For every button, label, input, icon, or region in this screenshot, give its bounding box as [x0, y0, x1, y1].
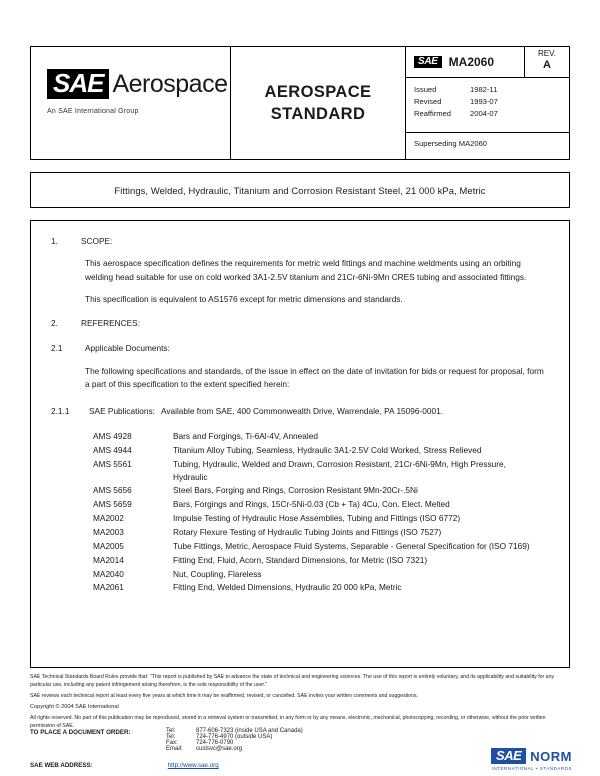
applicable-docs-paragraph — [85, 365, 549, 392]
order-line-email — [166, 746, 303, 752]
document-type — [231, 47, 406, 159]
order-key: Fax: — [166, 740, 178, 746]
publication-code: AMS 5659 — [93, 499, 132, 510]
order-key: Email: — [166, 746, 183, 752]
footer-rights: All rights reserved. No part of this publication may be reproduced, stored in a retrieval system or transmitted, in any form or by any means, electronic, mechanical, photocopying, recording, or otherwise, without the prior written permission of SAE. — [30, 714, 546, 729]
document-type-line1: AEROSPACE — [264, 82, 372, 101]
document-number: MA2060 — [448, 55, 495, 69]
document-body — [30, 220, 570, 668]
order-key: Tel: — [166, 728, 176, 734]
order-value[interactable]: custsvc@sae.org — [196, 746, 243, 752]
section-scope-heading — [51, 235, 549, 248]
revision-cell — [525, 47, 569, 77]
web-address-link[interactable]: http://www.sae.org — [167, 762, 219, 769]
publication-code: MA2040 — [93, 568, 124, 579]
section-references-number: 2. — [51, 317, 58, 328]
publication-code: AMS 4944 — [93, 444, 132, 455]
publication-description: Tube Fittings, Metric, Aerospace Fluid Systems, Separable - General Specification for (ISO 7169) — [173, 540, 530, 551]
table-row — [93, 484, 539, 498]
publication-description: Steel Bars, Forging and Rings, Corrosion Resistant 9Mn-20Cr-.5Ni — [173, 485, 418, 496]
revision-value: A — [543, 59, 551, 71]
publication-code: MA2014 — [93, 554, 124, 565]
publication-description: Impulse Testing of Hydraulic Hose Assemblies, Tubing and Fittings (ISO 6772) — [173, 513, 461, 524]
section-sae-publications-text: Available from SAE, 400 Commonwealth Drive, Warrendale, PA 15096-0001. — [160, 405, 444, 416]
table-row — [93, 554, 539, 568]
date-value-issued: 1982-11 — [470, 85, 498, 94]
sae-norm-mark: SAE — [491, 748, 526, 764]
table-row — [93, 458, 539, 485]
section-applicable-docs-number: 2.1 — [51, 343, 63, 354]
publication-code: AMS 4928 — [93, 430, 132, 441]
table-row — [93, 568, 539, 582]
date-value-revised: 1993-07 — [470, 96, 498, 106]
document-title: Fittings, Welded, Hydraulic, Titanium and Corrosion Resistant Steel, 21 000 kPa, Metric — [114, 184, 486, 196]
date-label-issued: Issued — [414, 85, 437, 94]
date-value-reaffirmed: 2004-07 — [470, 108, 498, 118]
order-label: TO PLACE A DOCUMENT ORDER: — [30, 729, 131, 736]
publication-description: Fitting End, Welded Dimensions, Hydraulic 20 000 kPa, Metric — [173, 582, 402, 593]
order-key: Tel: — [166, 734, 176, 740]
sae-norm-logo — [491, 748, 572, 771]
sae-norm-word: NORM — [530, 748, 572, 764]
publication-code: AMS 5656 — [93, 485, 132, 496]
order-value: 724-776-4970 (outside USA) — [196, 734, 273, 740]
section-sae-publications-heading — [51, 405, 549, 418]
section-sae-publications-number: 2.1.1 — [51, 405, 70, 416]
table-row — [93, 498, 539, 512]
publication-code: MA2061 — [93, 582, 124, 593]
table-row — [93, 540, 539, 554]
logo-subtitle: An SAE International Group — [47, 108, 139, 116]
publication-code: MA2002 — [93, 513, 124, 524]
publication-code: MA2003 — [93, 526, 124, 537]
web-address-row — [30, 762, 390, 769]
date-row-reaffirmed — [414, 108, 561, 120]
applicable-docs-paragraph-text: The following specifications and standards, of the issue in effect on the date of invitation for bids or request for proposal, form a part of this specification to the extent specified herein: — [85, 365, 544, 390]
header-right-block — [406, 47, 569, 159]
date-label-revised: Revised — [414, 96, 442, 106]
section-scope-title: SCOPE: — [81, 236, 113, 246]
publication-description: Bars and Forgings, Ti-6Al-4V, Annealed — [173, 430, 318, 441]
document-header — [30, 46, 570, 160]
document-footer — [30, 674, 570, 733]
sae-logo-mark: SAE — [47, 69, 109, 99]
publication-description: Rotary Flexure Testing of Hydraulic Tubing Joints and Fittings (ISO 7527) — [173, 526, 442, 537]
superseding-note: Superseding MA2060 — [414, 139, 488, 148]
scope-paragraph-1-text: This aerospace specification defines the requirements for metric weld fittings and machine weldments using an orbiting welding head suitable for use on cold worked 3A1-2.5V titanium and 21Cr-6Ni-9Mn CRES tubing and associated fittings. — [85, 258, 527, 282]
publications-table — [93, 430, 539, 595]
publication-description: Titanium Alloy Tubing, Seamless, Hydraulic 3A1-2.5V Cold Worked, Stress Relieved — [173, 444, 482, 455]
scope-paragraph-2-text: This specification is equivalent to AS1576 except for metric dimensions and standards. — [85, 294, 403, 305]
footer-copyright: Copyright © 2004 SAE International — [30, 704, 119, 711]
sae-mini-logo: SAE — [414, 56, 442, 68]
section-sae-publications-title: SAE Publications: — [89, 405, 155, 416]
publication-code: AMS 5561 — [93, 458, 132, 469]
publication-description: Tubing, Hydraulic, Welded and Drawn, Corrosion Resistant, 21Cr-6Ni-9Mn, High Pressure, Hydraulic — [173, 458, 506, 482]
section-applicable-docs-title: Applicable Documents: — [85, 343, 170, 354]
publication-description: Fitting End, Fluid, Acorn, Standard Dimensions, for Metric (ISO 7321) — [173, 554, 428, 565]
table-row — [93, 526, 539, 540]
section-applicable-docs-heading — [51, 342, 549, 355]
footer-review-note: SAE reviews each technical report at least every five years at which time it may be reaffirmed, revised, or cancelled. SAE invites your written comments and suggestions. — [30, 692, 418, 699]
section-references-title: REFERENCES: — [81, 317, 141, 328]
aerospace-wordmark: Aerospace — [112, 70, 228, 98]
order-info — [30, 728, 570, 752]
date-label-reaffirmed: Reaffirmed — [414, 108, 452, 118]
section-references-heading — [51, 317, 549, 330]
date-row-issued — [414, 84, 561, 96]
table-row — [93, 444, 539, 458]
document-number-cell — [406, 47, 525, 77]
document-type-line2: STANDARD — [270, 105, 366, 123]
scope-paragraph-2 — [85, 293, 549, 306]
table-row — [93, 512, 539, 526]
sae-aerospace-logo — [31, 47, 231, 159]
document-title-bar — [30, 172, 570, 208]
document-dates — [406, 78, 569, 133]
scope-paragraph-1 — [85, 257, 549, 284]
footer-disclaimer: SAE Technical Standards Board Rules provide that: "This report is published by SAE to advance the state of technical and engineering sciences. The use of this report is entirely voluntary, and its applicability and suitability for any particular use, including any patent infringement arising therefrom, is the sole responsibility of the user." — [30, 674, 555, 688]
revision-label: REV. — [538, 49, 556, 58]
table-row — [93, 430, 539, 444]
date-row-revised — [414, 96, 561, 108]
table-row — [93, 581, 539, 595]
publication-description: Bars, Forgings and Rings, 15Cr-5Ni-0.03 (Cb + Ta) 4Cu, Con. Elect. Melted — [173, 499, 450, 510]
order-value: 877-606-7323 (inside USA and Canada) — [196, 728, 303, 734]
web-address-label: SAE WEB ADDRESS: — [30, 762, 93, 769]
publication-description: Nut, Coupling, Flareless — [173, 568, 262, 579]
order-value: 724-776-0790 — [196, 740, 234, 746]
section-scope-number: 1. — [51, 236, 58, 246]
publication-code: MA2005 — [93, 540, 124, 551]
sae-norm-subtitle: INTERNATIONAL • STANDARDS — [491, 766, 572, 771]
